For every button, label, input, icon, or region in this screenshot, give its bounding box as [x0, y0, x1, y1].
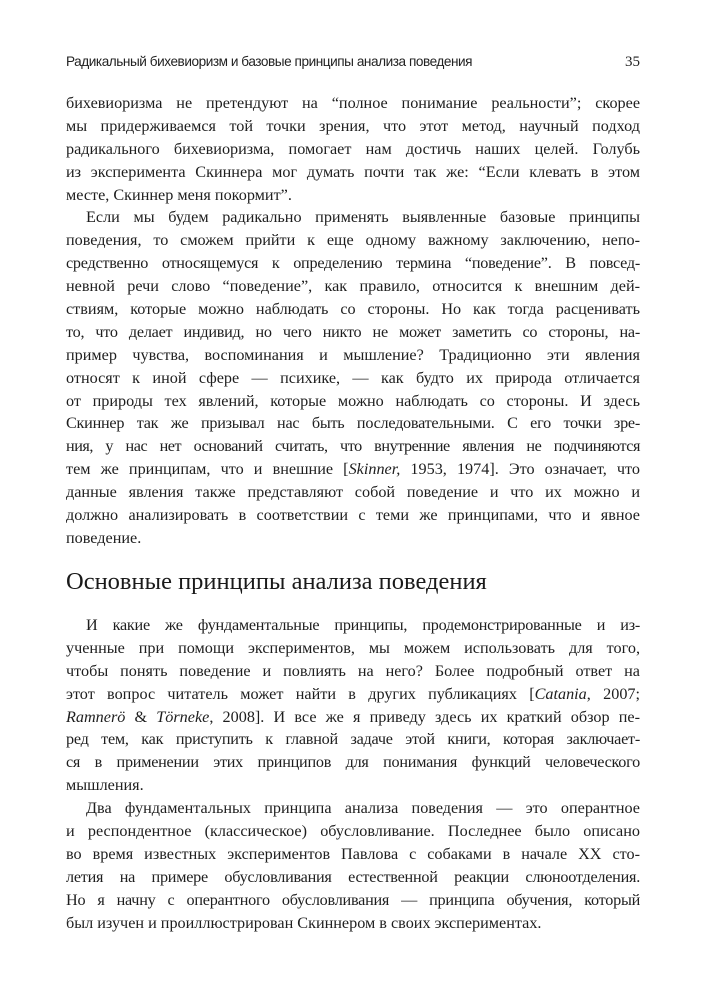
text-line: во время известных экспериментов Павлова с собаками в начале XX сто- — [66, 844, 640, 863]
text-line: чтобы понять поведение и повлиять на него? Более подробный ответ на — [66, 661, 640, 680]
body-text-block-1 — [66, 92, 640, 550]
running-head-title: Радикальный бихевиоризм и базовые принципы анализа поведения — [66, 54, 473, 69]
text-line: мы придерживаемся той точки зрения, что этот метод, научный подход — [66, 116, 640, 135]
text-segment: тем же принципам, что и внешние [ — [66, 460, 349, 479]
text-line: поведение. — [66, 528, 142, 547]
text-line: средственно относящемуся к определению термина “поведение”. В повсед- — [66, 254, 640, 273]
paragraph-first-line: Если мы будем радикально применять выявленные базовые принципы — [86, 208, 640, 227]
text-segment: , 2008]. И все же я приведу здесь их краткий обзор пе- — [209, 707, 641, 726]
text-line: от природы тех явлений, которые можно наблюдать со стороны. И здесь — [66, 391, 640, 410]
text-segment: , 2007; — [586, 684, 640, 703]
running-head — [66, 54, 640, 78]
text-line: ред тем, как приступить к главной задаче этой книги, которая заключает- — [66, 730, 640, 749]
text-segment: 1953, 1974]. Это означает, что — [400, 460, 640, 479]
citation-author: Skinner, — [348, 460, 401, 479]
text-line: мышления. — [66, 776, 144, 795]
text-line: ся в применении этих принципов для понимания функций человеческого — [66, 753, 640, 772]
paragraph-first-line: Два фундаментальных принципа анализа поведения — это оперантное — [86, 799, 640, 818]
text-line-with-citation — [66, 683, 640, 706]
text-line: месте, Скиннер меня покормит”. — [66, 185, 292, 204]
section-heading: Основные принципы анализа поведения — [66, 568, 487, 595]
text-line: должно анализировать в соответствии с теми же принципами, что и явное — [66, 506, 640, 525]
text-line: радикального бихевиоризма, помогает нам достичь наших целей. Голубь — [66, 139, 640, 158]
text-line: из эксперимента Скиннера мог думать почти так же: “Если клевать в этом — [66, 162, 640, 181]
text-line: ствиям, которые можно наблюдать со стороны. Но как тогда расценивать — [66, 300, 640, 319]
text-line: пример чувства, воспоминания и мышление? Традиционно эти явления — [66, 345, 640, 364]
text-line: был изучен и проиллюстрирован Скиннером в своих экспериментах. — [66, 913, 542, 932]
text-line-with-citation — [66, 458, 640, 481]
page-number: 35 — [625, 54, 640, 70]
text-segment: этот вопрос читатель может найти в других публикациях [ — [66, 684, 535, 703]
text-line: ния, у нас нет оснований считать, что внутренние явления не подчиняются — [66, 437, 640, 456]
text-line: ученные при помощи экспериментов, мы можем использовать для того, — [66, 638, 640, 657]
citation-author: Catania — [534, 684, 587, 703]
text-line: то, что делает индивид, но чего никто не может заметить со стороны, на- — [66, 322, 640, 341]
body-text-block-2 — [66, 614, 640, 934]
paragraph-first-line: И какие же фундаментальные принципы, продемонстрированные и из- — [86, 616, 640, 634]
text-line: бихевиоризма не претендуют на “полное понимание реальности”; скорее — [66, 94, 640, 112]
text-line: поведения, то сможем прийти к еще одному важному заключению, непо- — [66, 231, 640, 250]
text-line: Скиннер так же призывал нас быть последовательными. С его точки зре- — [66, 414, 640, 433]
text-line: летия на примере обусловливания естественной реакции слюноотделения. — [66, 867, 640, 886]
text-line-with-citation — [66, 706, 640, 729]
citation-author: Törneke — [156, 707, 210, 726]
text-line: данные явления также представляют собой поведение и что их можно и — [66, 483, 640, 502]
text-segment: & — [125, 707, 157, 726]
text-line: относят к иной сфере — психике, — как будто их природа отличается — [66, 368, 640, 387]
text-line: и респондентное (классическое) обусловливание. Последнее было описано — [66, 822, 640, 841]
text-line: невной речи слово “поведение”, как правило, относится к внешним дей- — [66, 277, 640, 296]
citation-author: Ramnerö — [66, 707, 126, 726]
text-line: Но я начну с оперантного обусловливания — принципа обучения, который — [66, 890, 640, 909]
